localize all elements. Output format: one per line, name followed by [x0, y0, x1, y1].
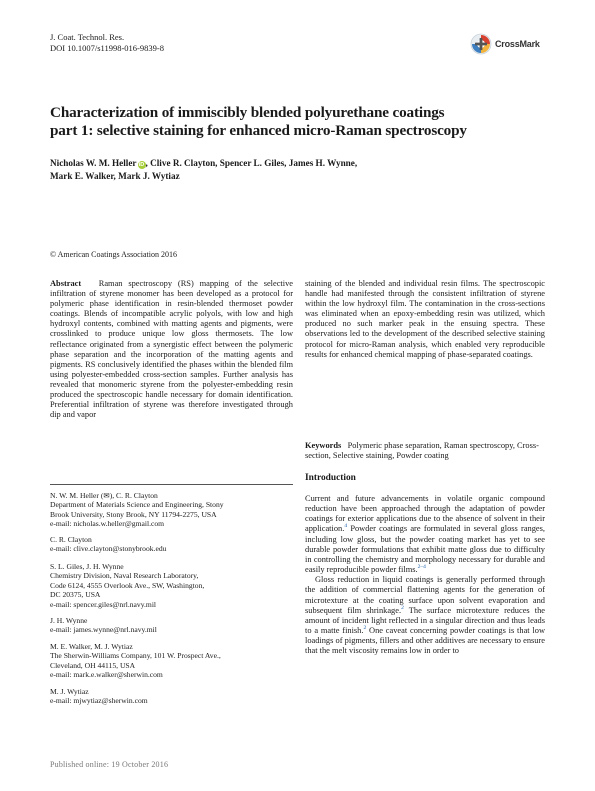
citation-ref[interactable]: 2 [363, 625, 367, 632]
affiliation-divider [50, 484, 293, 485]
introduction-body [305, 494, 545, 657]
published-date: Published online: 19 October 2016 [50, 760, 169, 769]
introduction-heading: Introduction [305, 473, 356, 483]
crossmark-badge[interactable] [470, 33, 540, 55]
citation-ref[interactable]: 4 [344, 523, 348, 530]
abstract-left [50, 279, 293, 420]
keywords-label: Keywords [305, 441, 342, 450]
abstract-text-left: Raman spectroscopy (RS) mapping of the selective infiltration of styrene monomer has been developed as a protocol for polymeric phase identification in resin-blended thermoset powder coatings. Blends of incompatible acrylic polyols, with low and high hydroxyl contents, combined with matting agents and pigments, were crosslinked to produce unique low gloss thermosets. The low reflectance originated from a synergistic effect between the polymeric phase separation and the incorporation of the matting agents and pigments. RS conclusively identified the phases within the blended film using polyester-embedded cross-section samples. Further analysis has revealed that monomeric styrene from the polyester-embedding resin produced the spectroscopic handle necessary for domain identification. Preferential infiltration of styrene was therefore investigated through dip and vapor [50, 279, 293, 420]
article-title [50, 104, 550, 140]
author-list [50, 157, 550, 183]
citation-ref[interactable]: 2–4 [417, 564, 426, 571]
email-link[interactable]: e-mail: mjwytiaz@sherwin.com [50, 696, 148, 706]
introduction-paragraph: Gloss reduction in liquid coatings is generally performed through the addition of commercial flattening agents for the generation of microtexture at the coating surface upon solvent evaporation and subsequent film shrinkage.$^2$ The surface microtexture reduces the amount of incident light reflected in a singular direction and thus leads to a matte finish.$^2$ One caveat concerning powder coatings is that low loadings of pigments, fillers and other additives are necessary to ensure that the melt viscosity remains low in order to [305, 575, 546, 656]
author-heller[interactable]: Nicholas W. M. Heller [50, 158, 137, 168]
copyright: © American Coatings Association 2016 [50, 250, 177, 259]
crossmark-label: CrossMark [495, 39, 540, 49]
keywords [305, 441, 545, 461]
abstract-right: staining of the blended and individual resin films. The spectroscopic handle had manifested through the consistent infiltration of styrene within the low hydroxyl film. The contamination in the cross-sections was eliminated when an epoxy-embedding resin was utilized, which produced no such marker peak in the ensuing spectra. These observations led to the development of the described selective staining protocol for micro-Raman analysis, which enabled very reproducible results for enhanced chemical mapping of phase-separated coatings. [305, 279, 545, 359]
title-line-1: Characterization of immiscibly blended polyurethane coatings [50, 104, 445, 121]
affiliation-block: M. E. Walker, M. J. Wytiaz The Sherwin-Williams Company, 101 W. Prospect Ave., Cleveland, OH 44115, USA e-mail: mark.e.walker@sherwin.com [50, 642, 293, 680]
affiliation-block: S. L. Giles, J. H. Wynne Chemistry Division, Naval Research Laboratory, Code 6124, 4555 Overlook Ave., SW, Washington, DC 20375, USA e-mail: spencer.giles@nrl.navy.mil [50, 562, 293, 609]
affiliation-block: J. H. Wynne e-mail: james.wynne@nrl.navy.mil [50, 616, 293, 635]
keywords-text: Polymeric phase separation, Raman spectroscopy, Cross-section, Selective staining, Powder coating [305, 441, 539, 461]
email-link[interactable]: e-mail: james.wynne@nrl.navy.mil [50, 625, 157, 635]
doi[interactable]: DOI 10.1007/s11998-016-9839-8 [50, 43, 164, 53]
email-link[interactable]: e-mail: nicholas.w.heller@gmail.com [50, 519, 165, 529]
crossmark-icon [470, 33, 492, 55]
journal-header [50, 32, 164, 54]
affiliation-block: M. J. Wytiaz e-mail: mjwytiaz@sherwin.com [50, 687, 293, 706]
journal-name: J. Coat. Technol. Res. [50, 32, 125, 42]
affiliation-block: C. R. Clayton e-mail: clive.clayton@stonybrook.edu [50, 535, 293, 554]
abstract-label: Abstract [50, 279, 82, 288]
authors-line-1-rest: , Clive R. Clayton, Spencer L. Giles, James H. Wynne, [145, 158, 358, 168]
title-line-2: part 1: selective staining for enhanced micro-Raman spectroscopy [50, 122, 467, 139]
citation-ref[interactable]: 2 [401, 604, 404, 611]
email-link[interactable]: e-mail: mark.e.walker@sherwin.com [50, 670, 163, 680]
authors-line-2: Mark E. Walker, Mark J. Wytiaz [50, 171, 180, 181]
affiliation-block: N. W. M. Heller (✉), C. R. Clayton Department of Materials Science and Engineering, Stony Brook University, Stony Brook, NY 11794-2275, USA e-mail: nicholas.w.heller@gmail.com [50, 491, 293, 529]
email-link[interactable]: e-mail: spencer.giles@nrl.navy.mil [50, 599, 157, 609]
email-link[interactable]: e-mail: clive.clayton@stonybrook.edu [50, 544, 167, 554]
orcid-icon[interactable]: iD [138, 162, 145, 168]
introduction-paragraph: Current and future advancements in volatile organic compound reduction have been approached through the adaptation of powder coatings for exterior applications due to the absence of solvent in their application.$^4$ Powder coatings are formulated in several gloss ranges, including low gloss, but the powder coating market has yet to see durable powder formulations that exhibit matte gloss due to difficulty in controlling the chemistry and morphology necessary for durable and easily reproducible powder films.$^{2-4}$ [305, 494, 545, 575]
